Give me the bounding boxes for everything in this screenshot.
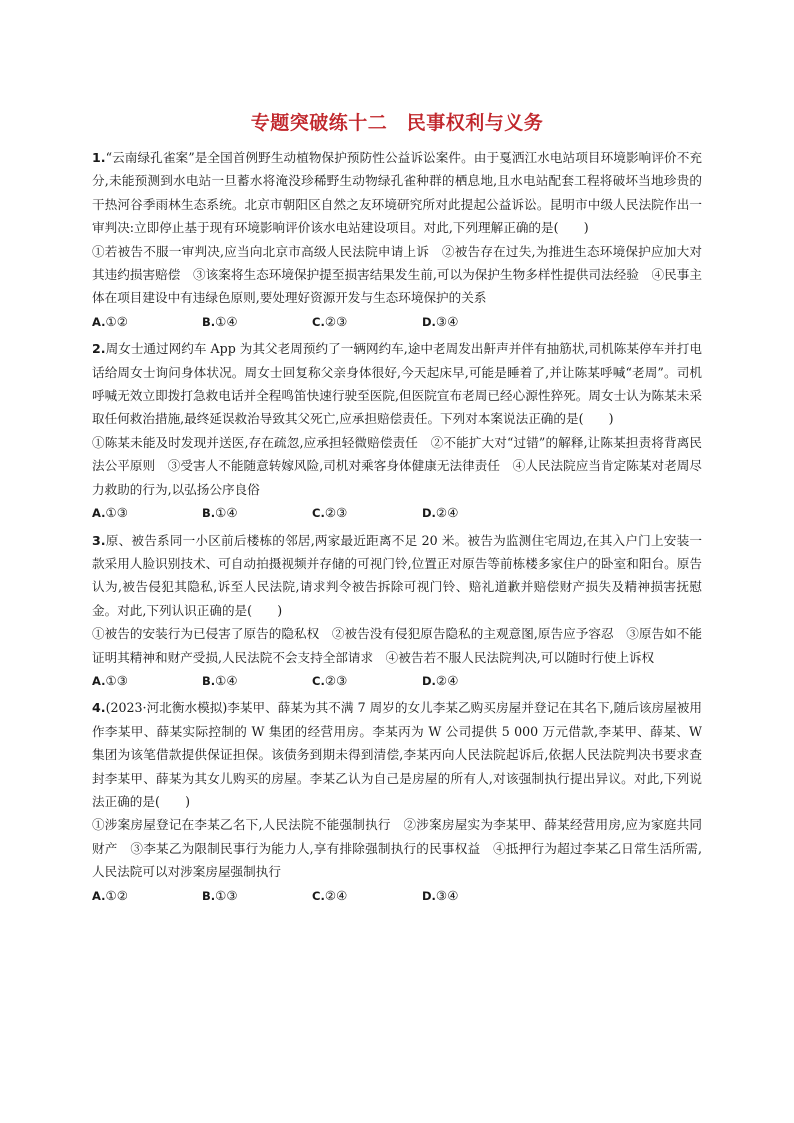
choice-d[interactable]: D.③④ bbox=[422, 313, 459, 329]
question-stem bbox=[92, 146, 702, 240]
choice-a[interactable]: A.①② bbox=[92, 313, 129, 329]
question-number: 2. bbox=[92, 341, 106, 357]
question-1 bbox=[92, 146, 702, 334]
question-list bbox=[92, 146, 702, 911]
question-stem bbox=[92, 337, 702, 431]
question-number: 3. bbox=[92, 532, 106, 548]
choice-c[interactable]: C.②③ bbox=[312, 672, 348, 688]
question-4 bbox=[92, 696, 702, 908]
choice-a[interactable]: A.①② bbox=[92, 887, 129, 903]
choice-c[interactable]: C.②③ bbox=[312, 505, 348, 521]
question-stem-text: 周女士通过网约车 App 为其父老周预约了一辆网约车,途中老周发出鼾声并伴有抽筋状,司机陈某停车并打电话给周女士询问身体状况。周女士回复称父亲身体很好,今天起床早,可能是睡着了,并让陈某呼喊“老周”。司机呼喊无效立即拨打急救电话并全程鸣笛快速行驶至医院,但医院宣布老周已经心源性猝死。周女士认为陈某未采取任何救治措施,最终延误救治导致其父死亡,应承担赔偿责任。下列对本案说法正确的是( ) bbox=[92, 341, 702, 427]
choice-d[interactable]: D.②④ bbox=[422, 505, 459, 521]
choice-d[interactable]: D.②④ bbox=[422, 672, 459, 688]
question-stem-text: “云南绿孔雀案”是全国首例野生动植物保护预防性公益诉讼案件。由于戛洒江水电站项目环境影响评价不充分,未能预测到水电站一旦蓄水将淹没珍稀野生动物绿孔雀种群的栖息地,且水电站配套工程将破坏当地珍贵的干热河谷季雨林生态系统。北京市朝阳区自然之友环境研究所对此提起公益诉讼。昆明市中级人民法院作出一审判决:立即停止基于现有环境影响评价该水电站建设项目。对此,下列理解正确的是( ) bbox=[92, 150, 702, 236]
choice-d[interactable]: D.③④ bbox=[422, 887, 459, 903]
question-statements: ①涉案房屋登记在李某乙名下,人民法院不能强制执行 ②涉案房屋实为李某甲、薛某经营用房,应为家庭共同财产 ③李某乙为限制民事行为能力人,享有排除强制执行的民事权益 ④抵押行为超过李某乙日常生活所需,人民法院可以对涉案房屋强制执行 bbox=[92, 817, 702, 880]
answer-choices bbox=[92, 310, 702, 334]
choice-b[interactable]: B.①③ bbox=[202, 887, 238, 903]
answer-choices bbox=[92, 669, 702, 693]
answer-choices bbox=[92, 884, 702, 908]
question-stem-text: (2023·河北衡水模拟)李某甲、薛某为其不满 7 周岁的女儿李某乙购买房屋并登记在其名下,随后该房屋被用作李某甲、薛某实际控制的 W 集团的经营用房。李某丙为 W 公司提供 5 000 万元借款,李某甲、薛某、W 集团为该笔借款提供保证担保。该债务到期未得到清偿,李某丙向人民法院起诉后,依据人民法院判决书要求查封李某甲、薛某为其女儿购买的房屋。李某乙认为自己是房屋的所有人,对该强制执行提出异议。对此,下列说法正确的是( ) bbox=[92, 700, 702, 809]
answer-choices bbox=[92, 501, 702, 525]
question-number: 1. bbox=[92, 150, 106, 165]
question-2 bbox=[92, 337, 702, 525]
choice-b[interactable]: B.①④ bbox=[202, 505, 238, 521]
question-statements: ①陈某未能及时发现并送医,存在疏忽,应承担轻微赔偿责任 ②不能扩大对“过错”的解释,让陈某担责将背离民法公平原则 ③受害人不能随意转嫁风险,司机对乘客身体健康无法律责任 ④人民法院应当肯定陈某对老周尽力救助的行为,以弘扬公序良俗 bbox=[92, 434, 702, 497]
question-stem-text: 原、被告系同一小区前后楼栋的邻居,两家最近距离不足 20 米。被告为监测住宅周边,在其入户门上安装一款采用人脸识别技术、可自动拍摄视频并存储的可视门铃,位置正对原告等前栋楼多家住户的卧室和阳台。原告认为,被告侵犯其隐私,诉至人民法院,请求判令被告拆除可视门铃、赔礼道歉并赔偿财产损失及精神损害抚慰金。对此,下列认识正确的是( ) bbox=[92, 532, 702, 618]
page-title: 专题突破练十二 民事权利与义务 bbox=[250, 112, 544, 134]
question-3 bbox=[92, 529, 702, 694]
question-statements: ①被告的安装行为已侵害了原告的隐私权 ②被告没有侵犯原告隐私的主观意图,原告应予容忍 ③原告如不能证明其精神和财产受损,人民法院不会支持全部请求 ④被告若不服人民法院判决,可以随时行使上诉权 bbox=[92, 626, 702, 665]
choice-b[interactable]: B.①④ bbox=[202, 313, 238, 329]
choice-a[interactable]: A.①③ bbox=[92, 672, 129, 688]
question-stem bbox=[92, 529, 702, 623]
question-statements: ①若被告不服一审判决,应当向北京市高级人民法院申请上诉 ②被告存在过失,为推进生态环境保护应加大对其违约损害赔偿 ③该案将生态环境保护提至损害结果发生前,可以为保护生物多样性提供司法经验 ④民事主体在项目建设中有违绿色原则,要处理好资源开发与生态环境保护的关系 bbox=[92, 243, 702, 306]
choice-b[interactable]: B.①④ bbox=[202, 672, 238, 688]
choice-a[interactable]: A.①③ bbox=[92, 505, 129, 521]
question-stem bbox=[92, 696, 702, 813]
choice-c[interactable]: C.②③ bbox=[312, 313, 348, 329]
choice-c[interactable]: C.②④ bbox=[312, 887, 348, 903]
question-number: 4. bbox=[92, 700, 106, 716]
